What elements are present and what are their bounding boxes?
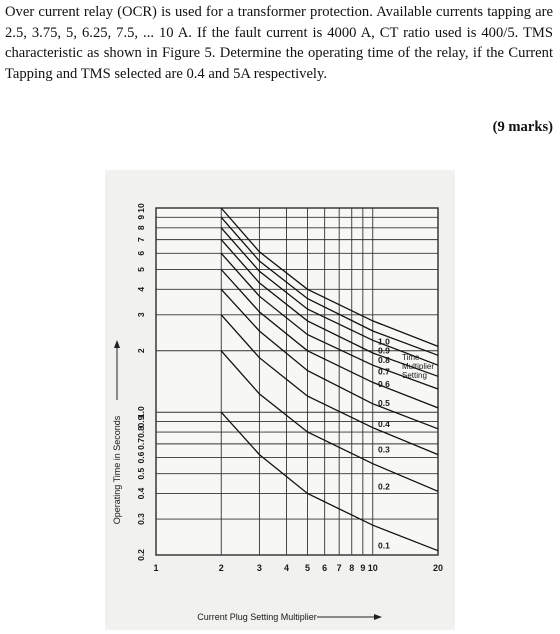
y-tick-label-5: 0.7 [135, 437, 146, 450]
x-tick-label-4: 5 [304, 563, 311, 573]
x-tick-label-5: 6 [322, 563, 328, 573]
y-tick-label-3: 0.5 [136, 467, 147, 480]
x-axis-label: Current Plug Setting Multiplier [197, 612, 317, 622]
x-tick-label-7: 8 [349, 563, 355, 573]
y-axis-label: Operating Time in Seconds [112, 415, 122, 525]
y-tick-label-6: 0.8 [136, 426, 147, 438]
curve-label-0.5: 0.5 [378, 397, 390, 408]
tms-characteristic-figure [105, 170, 455, 630]
curve-label-0.2: 0.2 [378, 481, 390, 492]
x-tick-label-9: 10 [367, 563, 378, 573]
y-tick-label-15: 8 [135, 225, 146, 231]
y-tick-label-4: 0.6 [135, 451, 146, 464]
tms-chart [105, 170, 455, 630]
x-tick-label-2: 3 [256, 563, 262, 573]
y-tick-label-9: 2 [135, 348, 146, 354]
legend-title-line-0: Time [402, 353, 420, 363]
x-tick-label-3: 4 [283, 563, 290, 573]
y-tick-label-7: 0.9 [135, 415, 146, 428]
y-tick-label-14: 7 [136, 237, 147, 242]
curve-label-1.0: 1.0 [378, 336, 390, 347]
curve-label-0.3: 0.3 [378, 444, 390, 455]
y-tick-label-2: 0.4 [136, 487, 147, 500]
legend-title-line-1: Multiplier [402, 362, 435, 372]
y-tick-label-12: 5 [135, 267, 146, 272]
curve-label-0.4: 0.4 [378, 418, 390, 429]
curve-label-0.8: 0.8 [378, 355, 390, 366]
y-tick-label-1: 0.3 [136, 513, 147, 525]
y-axis-arrow-head [114, 340, 120, 348]
marks-label: (9 marks) [492, 119, 553, 135]
y-tick-label-11: 4 [135, 286, 146, 292]
y-tick-label-0: 0.2 [136, 549, 146, 561]
x-tick-label-8: 9 [360, 563, 366, 573]
y-tick-label-8: 1.0 [136, 406, 147, 419]
x-tick-label-0: 1 [153, 563, 159, 573]
x-tick-label-10: 20 [432, 563, 444, 573]
curve-label-0.6: 0.6 [378, 378, 390, 389]
question-text: Over current relay (OCR) is used for a transformer protection. Available currents tapping are 2.5, 3.75, 5, 6.25, 7.5, ... 10 A. If the fault current is 4000 A, CT ratio used is 400/5. TMS characteristic as shown in Figure 5. Determine the operating time of the relay, if the Current Tapping and TMS selected are 0.4 and 5A respectively. [5, 4, 553, 82]
legend-title-line-2: Setting [402, 371, 427, 381]
plot-area [156, 208, 438, 555]
y-tick-label-17: 10 [136, 203, 146, 213]
y-tick-label-16: 9 [136, 214, 147, 220]
y-tick-label-10: 3 [135, 312, 146, 318]
x-tick-label-6: 7 [336, 563, 342, 573]
y-tick-label-13: 6 [136, 250, 147, 256]
curve-label-0.7: 0.7 [378, 366, 390, 377]
curve-label-0.9: 0.9 [378, 345, 390, 356]
x-axis-arrow-head [374, 614, 382, 620]
x-tick-label-1: 2 [218, 563, 224, 573]
curve-label-0.1: 0.1 [378, 540, 390, 551]
